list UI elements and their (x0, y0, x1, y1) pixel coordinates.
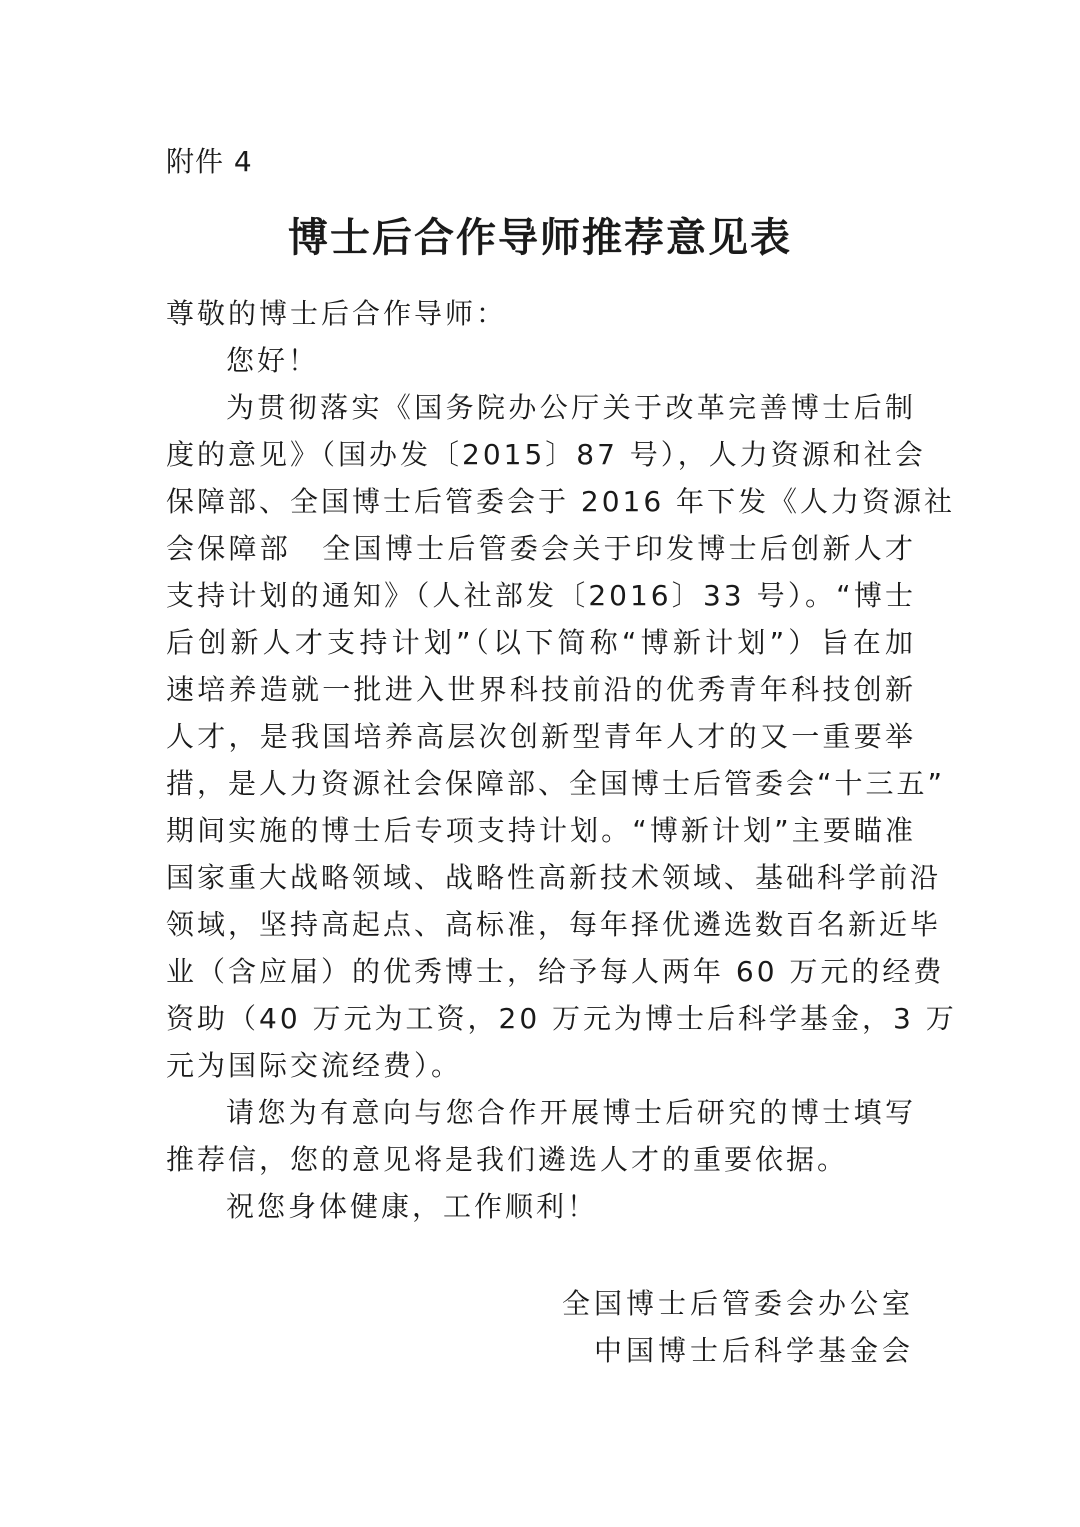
paragraph-line: 资助（40 万元为工资，20 万元为博士后科学基金，3 万 (166, 1002, 957, 1035)
salutation (166, 290, 916, 337)
paragraph-line: 业（含应届）的优秀博士，给予每人两年 60 万元的经费 (166, 955, 945, 988)
paragraph-line: 元为国际交流经费）。 (166, 1049, 463, 1082)
paragraph-1 (166, 384, 957, 1089)
closing (166, 1183, 916, 1230)
closing-line: 祝您身体健康，工作顺利！ (226, 1190, 599, 1223)
paragraph-line: 领域，坚持高起点、高标准，每年择优遴选数百名新近毕 (166, 908, 942, 941)
paragraph-line: 国家重大战略领域、战略性高新技术领域、基础科学前沿 (166, 861, 942, 894)
salutation-line: 尊敬的博士后合作导师： (166, 297, 508, 330)
signature-foundation: 中国博士后科学基金会 (593, 1334, 914, 1367)
signature-block (562, 1280, 914, 1374)
paragraph-line: 为贯彻落实《国务院办公厅关于改革完善博士后制 (226, 391, 916, 424)
attachment-label: 附件 4 (166, 145, 253, 178)
paragraph-line: 措，是人力资源社会保障部、全国博士后管委会“十三五” (166, 767, 946, 800)
signature-office: 全国博士后管委会办公室 (561, 1287, 914, 1320)
greeting-line: 您好！ (226, 344, 320, 377)
paragraph-2 (166, 1089, 916, 1183)
paragraph-line: 速培养造就一批进入世界科技前沿的优秀青年科技创新 (166, 673, 916, 706)
document-title: 博士后合作导师推荐意见表 (288, 214, 792, 261)
paragraph-line: 人才，是我国培养高层次创新型青年人才的又一重要举 (166, 720, 916, 753)
paragraph-line: 请您为有意向与您合作开展博士后研究的博士填写 (226, 1096, 916, 1129)
letter-body (166, 290, 957, 1230)
paragraph-line: 保障部、全国博士后管委会于 2016 年下发《人力资源社 (166, 485, 956, 518)
paragraph-line: 支持计划的通知》（人社部发〔2016〕33 号）。“博士 (166, 579, 916, 612)
greeting (166, 337, 916, 384)
paragraph-line: 期间实施的博士后专项支持计划。“博新计划”主要瞄准 (166, 814, 916, 847)
paragraph-line: 后创新人才支持计划”（以下简称“博新计划”）旨在加 (166, 626, 916, 659)
paragraph-line: 会保障部 全国博士后管委会关于印发博士后创新人才 (166, 532, 916, 565)
paragraph-line: 度的意见》（国办发〔2015〕87 号），人力资源和社会 (166, 438, 926, 471)
paragraph-line: 推荐信，您的意见将是我们遴选人才的重要依据。 (166, 1143, 849, 1176)
